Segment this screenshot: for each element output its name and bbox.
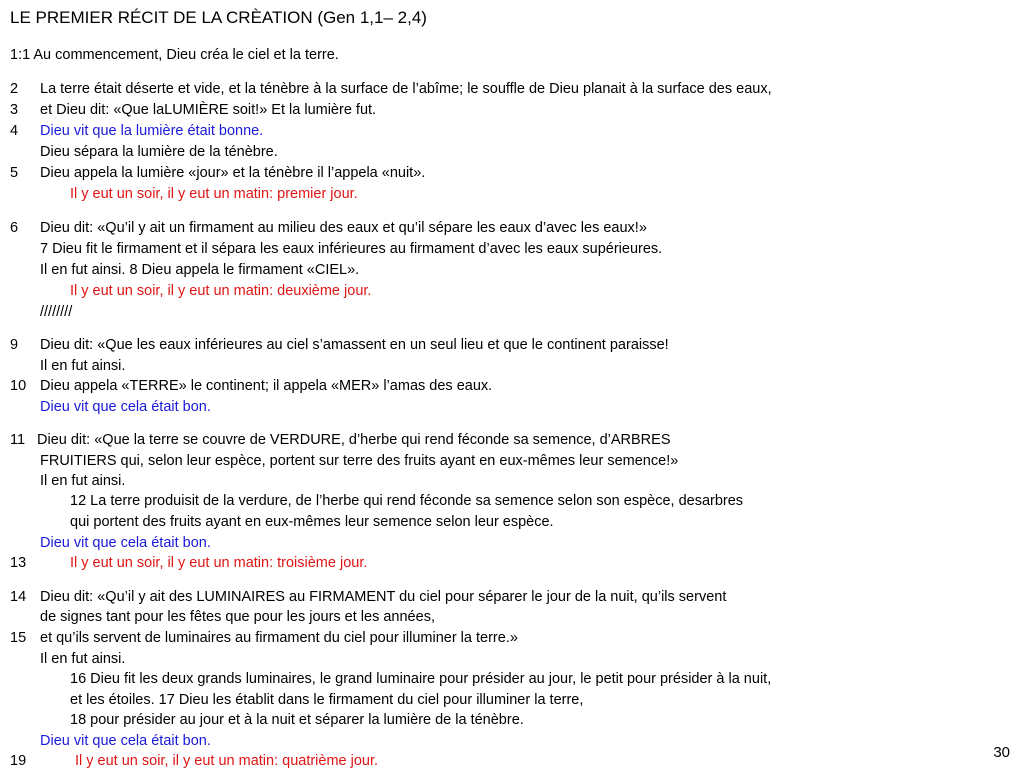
goodness-line: Dieu vit que cela était bon. [40, 399, 211, 415]
verse-line: Dieu dit: «Qu’il y ait un firmament au milieu des eaux et qu’il sépare les eaux d’avec les eaux!» [40, 220, 647, 236]
page-title: LE PREMIER RÉCIT DE LA CRÈATION (Gen 1,1– 2,4) [10, 8, 427, 27]
verse-line: Dieu dit: «Que les eaux inférieures au ciel s’amassent en un seul lieu et que le continent paraisse! [40, 337, 669, 353]
verse-number: 19 [10, 753, 27, 769]
verse-line: Dieu appela la lumière «jour» et la ténèbre il l’appela «nuit». [40, 165, 426, 181]
goodness-line: Dieu vit que cela était bon. [40, 733, 211, 749]
verse-line: et qu’ils servent de luminaires au firmament du ciel pour illuminer la terre.» [40, 630, 518, 646]
verse-number: 9 [10, 337, 19, 353]
verse-line: FRUITIERS qui, selon leur espèce, portent sur terre des fruits ayant en eux-mêmes leur semence!» [40, 453, 679, 469]
verse-line: Dieu appela «TERRE» le continent; il appela «MER» l’amas des eaux. [40, 378, 493, 394]
goodness-line: Dieu vit que la lumière était bonne. [40, 123, 264, 139]
goodness-line: Dieu vit que cela était bon. [40, 535, 211, 551]
verse-number: 15 [10, 630, 27, 646]
day-refrain-line: Il y eut un soir, il y eut un matin: premier jour. [70, 186, 358, 202]
verse-line: qui portent des fruits ayant en eux-mêmes leur semence selon leur espèce. [70, 514, 554, 530]
verse-line: 18 pour présider au jour et à la nuit et séparer la lumière de la ténèbre. [70, 712, 524, 728]
verse-line: et les étoiles. 17 Dieu les établit dans le firmament du ciel pour illuminer la terre, [70, 692, 584, 708]
verse-number: 2 [10, 81, 19, 97]
verse-number: 11 [10, 432, 26, 448]
verse-line: Il en fut ainsi. 8 Dieu appela le firmament «CIEL». [40, 262, 360, 278]
verse-number: 13 [10, 555, 27, 571]
verse-number: 4 [10, 123, 19, 139]
verse-line: Dieu sépara la lumière de la ténèbre. [40, 144, 278, 160]
verse-number: 6 [10, 220, 19, 236]
verse-line: //////// [40, 304, 73, 320]
verse-line: La terre était déserte et vide, et la ténèbre à la surface de l’abîme; le souffle de Dieu planait à la surface des eaux, [40, 81, 772, 97]
verse-line: de signes tant pour les fêtes que pour les jours et les années, [40, 609, 435, 625]
verse-number: 10 [10, 378, 27, 394]
verse-line: 7 Dieu fit le firmament et il sépara les eaux inférieures au firmament d’avec les eaux supérieures. [40, 241, 663, 257]
day-refrain-line: Il y eut un soir, il y eut un matin: troisième jour. [70, 555, 368, 571]
verse-number: 3 [10, 102, 19, 118]
verse-line: Dieu dit: «Qu’il y ait des LUMINAIRES au FIRMAMENT du ciel pour séparer le jour de la nuit, qu’ils servent [40, 589, 727, 605]
verse-line: et Dieu dit: «Que laLUMIÈRE soit!» Et la lumière fut. [40, 102, 377, 118]
verse-number: 5 [10, 165, 19, 181]
verse-line: Il en fut ainsi. [40, 651, 126, 667]
verse-number: 14 [10, 589, 27, 605]
day-refrain-line: Il y eut un soir, il y eut un matin: deuxième jour. [70, 283, 372, 299]
verse-line: Il en fut ainsi. [40, 473, 126, 489]
verse-line: Il en fut ainsi. [40, 358, 126, 374]
verse-line: 12 La terre produisit de la verdure, de l’herbe qui rend féconde sa semence selon son espèce, desarbres [70, 493, 744, 509]
verse-line: Dieu dit: «Que la terre se couvre de VERDURE, d’herbe qui rend féconde sa semence, d’ARBRES [37, 432, 671, 448]
verse-line: 1:1 Au commencement, Dieu créa le ciel et la terre. [10, 47, 339, 63]
page-number: 30 [993, 744, 1010, 761]
verse-line: 16 Dieu fit les deux grands luminaires, le grand luminaire pour présider au jour, le petit pour présider à la nuit, [70, 671, 772, 687]
day-refrain-line: Il y eut un soir, il y eut un matin: quatrième jour. [75, 753, 379, 769]
